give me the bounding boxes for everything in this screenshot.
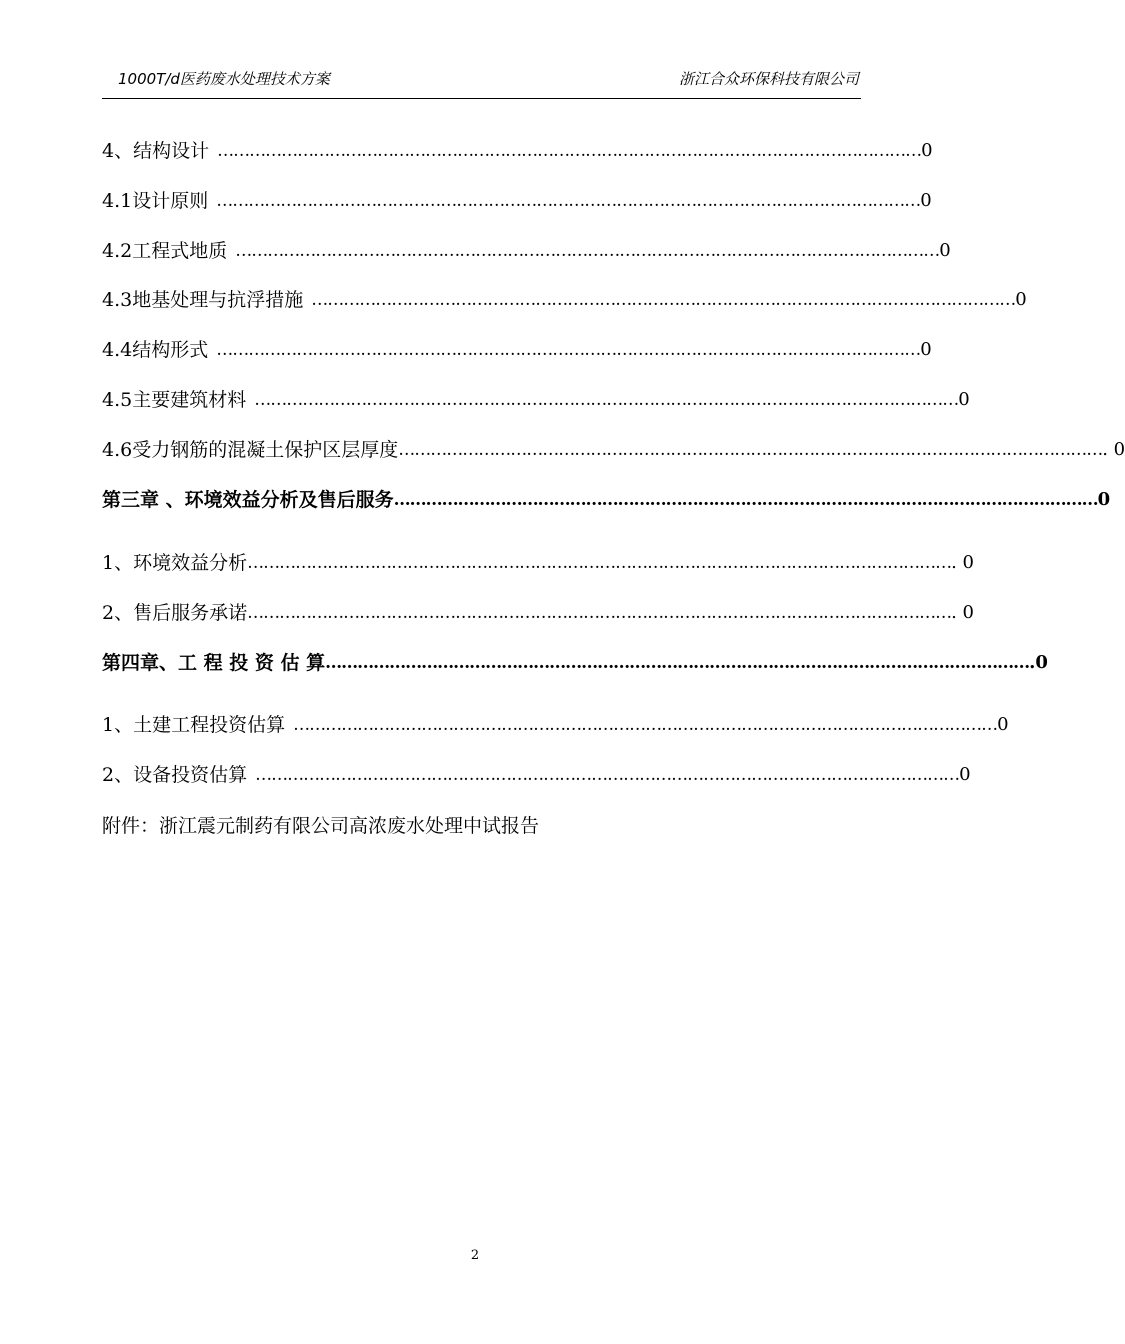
toc-entry-label: 4.1设计原则 [102, 190, 209, 212]
toc-entry-label: 4.5主要建筑材料 [102, 389, 247, 411]
toc-entry[interactable] [102, 186, 932, 216]
toc-chapter-page: 0 [1097, 489, 1111, 510]
toc-entry-label: 1、环境效益分析 [102, 552, 248, 574]
toc-entry-page: . 0 [951, 552, 974, 573]
toc-leader: …………………………………………………………………………………………………………………… [255, 765, 960, 785]
toc-chapter-page: .0 [1029, 652, 1048, 673]
toc-entry-page: 0 [1015, 289, 1027, 310]
toc-entry-page: 0 [959, 764, 971, 785]
toc-entry[interactable] [102, 548, 974, 578]
toc-leader: …………………………………………………………………………………………………………………… [293, 715, 998, 735]
toc-leader: …………………………………………………………………………………………………………………… [247, 553, 952, 573]
toc-entry-label: 4、结构设计 [102, 140, 210, 162]
toc-leader: …………………………………………………………………………………………………………………… [247, 603, 952, 623]
toc-leader: …………………………………………………………………………………………………………………… [216, 340, 921, 360]
page-header [102, 60, 861, 99]
toc-entry-page: . 0 [951, 602, 974, 623]
toc-entry-label: 1、土建工程投资估算 [102, 714, 286, 736]
toc-leader: …………………………………………………………………………………………………………………… [254, 390, 959, 410]
toc-entry[interactable] [102, 710, 1009, 740]
toc-leader: …………………………………………………………………………………………………………………… [398, 440, 1103, 460]
toc-entry[interactable] [102, 598, 974, 628]
toc-entry-label: 2、售后服务承诺 [102, 602, 248, 624]
toc-entry-page: 0 [997, 714, 1009, 735]
toc-leader: …………………………………………………………………………………………………………………… [216, 191, 921, 211]
toc-entry-page: 0 [958, 389, 970, 410]
toc-leader: …………………………………………………………………………………………………………………… [235, 241, 940, 261]
toc-chapter-entry[interactable] [102, 648, 1048, 678]
appendix-note: 附件：浙江震元制药有限公司高浓废水处理中试报告 [102, 815, 540, 837]
toc-chapter-entry[interactable] [102, 485, 1111, 515]
toc-entry[interactable] [102, 136, 933, 166]
toc-entry-page: 0 [939, 240, 951, 261]
toc-leader: …………………………………………………………………………………………………………………… [311, 290, 1016, 310]
toc-leader: …………………………………………………………………………………………………………………… [325, 653, 1030, 673]
document-title: 1000T/d医药废水处理技术方案 [118, 70, 330, 88]
toc-leader: …………………………………………………………………………………………………………………… [217, 141, 922, 161]
toc-entry-label: 4.3地基处理与抗浮措施 [102, 289, 304, 311]
toc-entry-page: 0 [920, 339, 932, 360]
page-number: 2 [470, 1248, 480, 1263]
toc-entry-label: 4.4结构形式 [102, 339, 209, 361]
toc-entry[interactable] [102, 435, 1125, 465]
toc-chapter-label: 第三章 、环境效益分析及售后服务 [102, 489, 394, 511]
toc-entry-page: . 0 [1102, 439, 1125, 460]
toc-leader: …………………………………………………………………………………………………………………… [393, 490, 1098, 510]
toc-entry[interactable] [102, 760, 971, 790]
toc-entry-label: 2、设备投资估算 [102, 764, 248, 786]
toc-entry-page: 0 [920, 190, 932, 211]
toc-entry[interactable] [102, 335, 932, 365]
toc-entry-label: 4.2工程式地质 [102, 240, 228, 262]
toc-chapter-label: 第四章、工 程 投 资 估 算 [102, 652, 326, 674]
toc-entry[interactable] [102, 285, 1027, 315]
toc-entry[interactable] [102, 385, 970, 415]
toc-entry[interactable] [102, 236, 951, 266]
company-name: 浙江合众环保科技有限公司 [678, 70, 859, 88]
toc-entry-page: 0 [921, 140, 933, 161]
toc-entry-label: 4.6受力钢筋的混凝土保护区层厚度 [102, 439, 399, 461]
